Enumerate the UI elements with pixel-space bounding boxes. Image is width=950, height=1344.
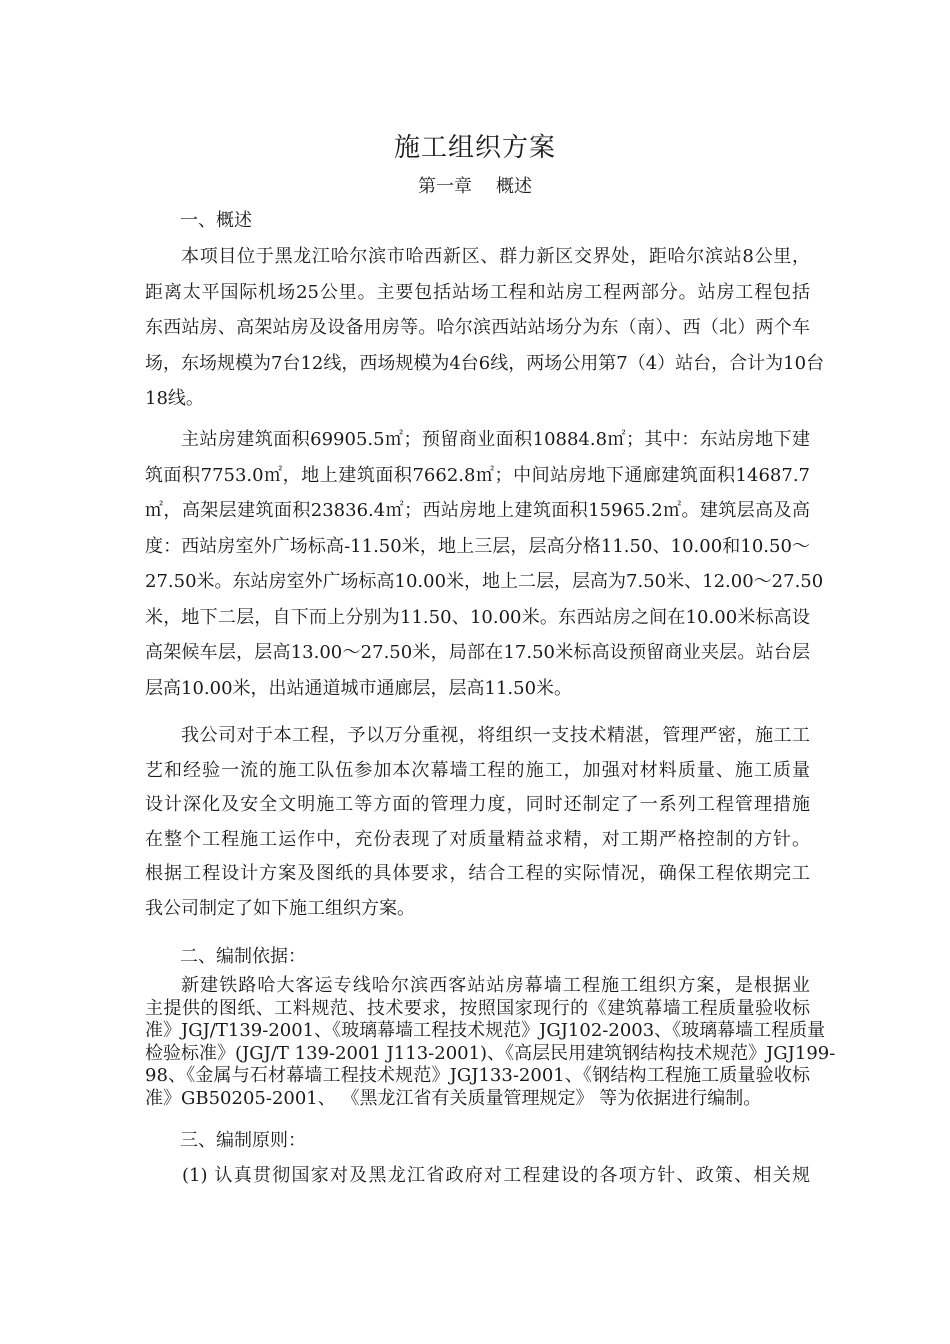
text-line: ㎡，高架层建筑面积23836.4㎡；西站房地上建筑面积15965.2㎡。建筑层高及高 — [145, 500, 810, 521]
principle-item-1 — [182, 1162, 810, 1190]
text-line: 在整个工程施工运作中，充份表现了对质量精益求精，对工期严格控制的方针。 — [145, 828, 810, 850]
text-line: 18线。 — [145, 388, 204, 409]
paragraph-compilation-basis — [145, 975, 836, 1110]
text-line: 主提供的图纸、工料规范、技术要求，按照国家现行的《建筑幕墙工程质量验收标 — [145, 997, 810, 1019]
section-heading-principles: 三、编制原则： — [180, 1130, 306, 1151]
text-line: 检验标准》(JGJ/T 139-2001 J113-2001)、《高层民用建筑钢结构技术规范》JGJ199- — [145, 1042, 836, 1064]
section-heading-overview: 一、概述 — [180, 210, 252, 231]
text-line: 根据工程设计方案及图纸的具体要求，结合工程的实际情况，确保工程依期完工 — [145, 863, 810, 884]
section-heading-basis: 二、编制依据： — [180, 946, 306, 967]
text-line: 场，东场规模为7台12线，西场规模为4台6线，两场公用第7（4）站台，合计为10台 — [145, 352, 825, 374]
paragraph-building-area — [145, 422, 824, 706]
text-line: 本项目位于黑龙江哈尔滨市哈西新区、群力新区交界处，距哈尔滨站8公里， — [181, 246, 810, 267]
chapter-heading — [0, 174, 950, 200]
text-line: 27.50米。东站房室外广场标高10.00米，地上二层，层高为7.50米、12.00～27.50 — [145, 571, 824, 592]
text-line: 艺和经验一流的施工队伍参加本次幕墙工程的施工，加强对材料质量、施工质量 — [145, 759, 810, 781]
text-line: 98、《金属与石材幕墙工程技术规范》JGJ133-2001、《钢结构工程施工质量验收标 — [145, 1065, 810, 1086]
paragraph-company-commitment — [145, 719, 810, 926]
text-line: 新建铁路哈大客运专线哈尔滨西客站站房幕墙工程施工组织方案，是根据业 — [181, 975, 810, 996]
text-line: 距离太平国际机场25公里。主要包括站场工程和站房工程两部分。站房工程包括 — [145, 281, 810, 303]
text-line: 准》JGJ/T139-2001、《玻璃幕墙工程技术规范》JGJ102-2003、《玻璃幕墙工程质量 — [145, 1020, 826, 1041]
text-line: 主站房建筑面积69905.5㎡；预留商业面积10884.8㎡；其中：东站房地下建 — [181, 429, 810, 450]
text-line: 层高10.00米，出站通道城市通廊层，层高11.50米。 — [145, 677, 573, 699]
text-line: 我公司制定了如下施工组织方案。 — [145, 897, 415, 919]
text-line: 准》GB50205-2001、 《黑龙江省有关质量管理规定》 等为依据进行编制。 — [145, 1087, 762, 1109]
chapter-number: 第一章 — [418, 176, 472, 197]
chapter-name: 概述 — [496, 176, 532, 197]
document-title: 施工组织方案 — [393, 133, 556, 163]
text-line: (1) 认真贯彻国家对及黑龙江省政府对工程建设的各项方针、政策、相关规 — [182, 1165, 810, 1186]
text-line: 度：西站房室外广场标高-11.50米，地上三层，层高分格11.50、10.00和10.50～ — [145, 535, 810, 557]
text-line: 筑面积7753.0㎡，地上建筑面积7662.8㎡；中间站房地下通廊建筑面积14687.7 — [145, 464, 810, 486]
text-line: 高架候车层，层高13.00～27.50米，局部在17.50米标高设预留商业夹层。站台层 — [145, 642, 810, 663]
paragraph-project-location — [145, 239, 825, 417]
text-line: 米，地下二层，自下而上分别为11.50、10.00米。东西站房之间在10.00米标高设 — [145, 606, 810, 628]
text-line: 我公司对于本工程，予以万分重视，将组织一支技术精湛，管理严密，施工工 — [181, 725, 810, 746]
text-line: 东西站房、高架站房及设备用房等。哈尔滨西站站场分为东（南）、西（北）两个车 — [145, 317, 810, 338]
text-line: 设计深化及安全文明施工等方面的管理力度，同时还制定了一系列工程管理措施 — [145, 794, 810, 815]
